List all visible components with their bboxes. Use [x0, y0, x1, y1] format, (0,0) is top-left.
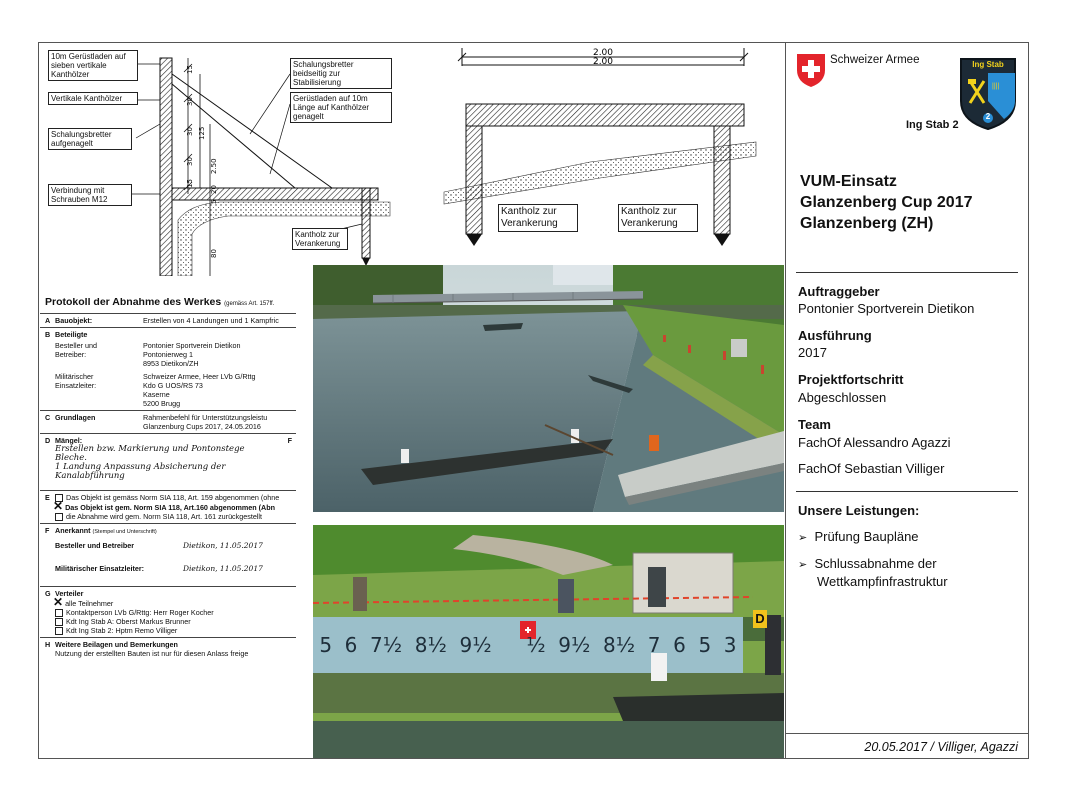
label-geruestladen: 10m Gerüstladen auf sieben vertikale Kanthölzer	[48, 50, 138, 81]
dim-200-top: 2.00	[592, 48, 614, 58]
board-num-4: 8½	[414, 633, 447, 657]
title-line-2: Glanzenberg Cup 2017	[800, 194, 973, 211]
unit-name: Ing Stab 2	[906, 119, 959, 131]
section-d: D Mängel: F Erstellen bzw. Markierung und Pontonstege Bleche. 1 Landung Anpassung Absicherung der Kanalabführung	[40, 433, 296, 490]
board-num-5: 9½	[459, 633, 492, 657]
section-g: G Verteiler ✕ alle Teilnehmer Kontaktperson LVb G/Rttg: Herr Roger Kocher Kdt Ing Stab A: Oberst Markus Brunner Kdt Ing Stab 2: Hptm Remo Villiger	[40, 586, 296, 637]
protocol-title: Protokoll der Abnahme des Werkes (gemäss Art. 157ff.	[45, 298, 275, 308]
info-panel	[786, 43, 1028, 758]
section-a: A Bauobjekt: Erstellen von 4 Landungen und 1 Kampfric	[40, 313, 296, 327]
title-line-3: Glanzenberg (ZH)	[800, 215, 934, 232]
dim-15: 15	[186, 65, 194, 74]
finish-number-board	[313, 625, 743, 665]
acceptance-protocol	[40, 298, 296, 758]
board-num-10: 6	[673, 633, 686, 657]
label-kantholz: Kantholz zur Verankerung	[292, 228, 348, 250]
photo-river-boats	[313, 265, 784, 512]
board-num-6: ½	[526, 633, 546, 657]
section-c: C Grundlagen Rahmenbefehl für Unterstützungsleistu Glanzenburg Cups 2017, 24.05.2016	[40, 410, 296, 433]
execution-value: 2017	[798, 345, 827, 360]
divider-2	[796, 491, 1018, 492]
title-line-1: VUM-Einsatz	[800, 173, 897, 190]
badge-stripe: ||||	[992, 83, 1000, 90]
swiss-shield-icon	[795, 52, 827, 88]
section-e: E Das Objekt ist gemäss Norm SIA 118, Art. 159 abgenommen (ohne ✕ Das Objekt ist gem. Norm SIA 118, Art.160 abgenommen (Abn die Abnahme wird gem. Norm SIA 118, Art. 161 zurückgestellt	[40, 490, 296, 523]
progress-label: Projektfortschritt	[798, 372, 904, 387]
front-sketch	[440, 44, 760, 260]
sign-d: D	[753, 610, 767, 628]
dim-15b: 15	[186, 179, 194, 188]
label-kantholz-left: Kantholz zur Verankerung	[498, 204, 578, 232]
board-num-11: 5	[698, 633, 712, 657]
dim-30b: 30	[186, 127, 194, 136]
service-item-2: ➢ Schlussabnahme der	[798, 556, 937, 571]
badge-top-text: Ing Stab	[972, 60, 1004, 69]
team-member-2: FachOf Sebastian Villiger	[798, 461, 945, 476]
client-value: Pontonier Sportverein Dietikon	[798, 301, 975, 316]
board-num-2: 6	[344, 633, 358, 657]
dim-20: 20	[210, 185, 218, 194]
services-title: Unsere Leistungen:	[798, 503, 920, 518]
board-num-3: 7½	[370, 633, 403, 657]
dim-5: 5	[210, 199, 218, 204]
river-scene	[313, 265, 784, 512]
board-num-7: 9½	[558, 633, 591, 657]
construction-drawing-section	[40, 44, 400, 276]
label-verbindung: Verbindung mit Schrauben M12	[48, 184, 132, 206]
board-num-1: 5	[319, 633, 333, 657]
footer-date-authors: 20.05.2017 / Villiger, Agazzi	[864, 740, 1018, 754]
label-vertikale-kanthoelzer: Vertikale Kanthölzer	[48, 92, 138, 105]
team-label: Team	[798, 417, 831, 432]
footer-divider	[786, 733, 1028, 734]
board-num-12: 3	[723, 633, 737, 657]
arrow-bullet-icon: ➢	[798, 559, 808, 571]
service-item-1: ➢ Prüfung Baupläne	[798, 529, 919, 544]
dim-30c: 30	[186, 157, 194, 166]
team-member-1: FachOf Alessandro Agazzi	[798, 435, 951, 450]
unit-badge-icon	[958, 55, 1018, 131]
label-beidseitig: Schalungsbretter beidseitig zur Stabilisierung	[290, 58, 392, 89]
arrow-bullet-icon: ➢	[798, 532, 808, 544]
board-num-9: 7	[647, 633, 661, 657]
dim-200-second: 2.00	[592, 57, 614, 67]
execution-label: Ausführung	[798, 328, 872, 343]
section-b: B Beteiligte Besteller und Betreiber: Pontonier Sportverein Dietikon Pontonierweg 1 8953 Dietikon/ZH Militärischer Einsatzleiter: Schweizer Armee, Heer LVb G/Rttg Kdo G UOS/RS 73 Kaserne 5200 Brugg	[40, 327, 296, 410]
dim-250: 2.50	[210, 158, 218, 174]
section-f: F Anerkannt (Stempel und Unterschrift) Besteller und Betreiber Dietikon, 11.05.2017 Militärischer Einsatzleiter: Dietikon, 11.05.2017	[40, 523, 296, 586]
dim-30a: 30	[186, 97, 194, 106]
board-num-8: 8½	[602, 633, 636, 657]
section-h: H Weitere Beilagen und Bemerkungen Nutzung der erstellten Bauten ist nur für diesen Anlass freige	[40, 637, 296, 660]
construction-drawing-front	[440, 44, 760, 260]
photo-finish-line	[313, 525, 784, 758]
divider-1	[796, 272, 1018, 273]
dim-125: 125	[198, 126, 206, 140]
badge-number: 2	[985, 112, 991, 121]
client-label: Auftraggeber	[798, 284, 880, 299]
progress-value: Abgeschlossen	[798, 390, 887, 405]
label-schalungsbretter: Schalungsbretter aufgenagelt	[48, 128, 132, 150]
service-item-2-cont: Wettkampfinfrastruktur	[817, 574, 948, 589]
label-geruestladen-10m: Gerüstladen auf 10m Länge auf Kanthölzer genagelt	[290, 92, 392, 123]
label-kantholz-right: Kantholz zur Verankerung	[618, 204, 698, 232]
brand-name: Schweizer Armee	[830, 54, 920, 66]
dim-80: 80	[210, 249, 218, 258]
